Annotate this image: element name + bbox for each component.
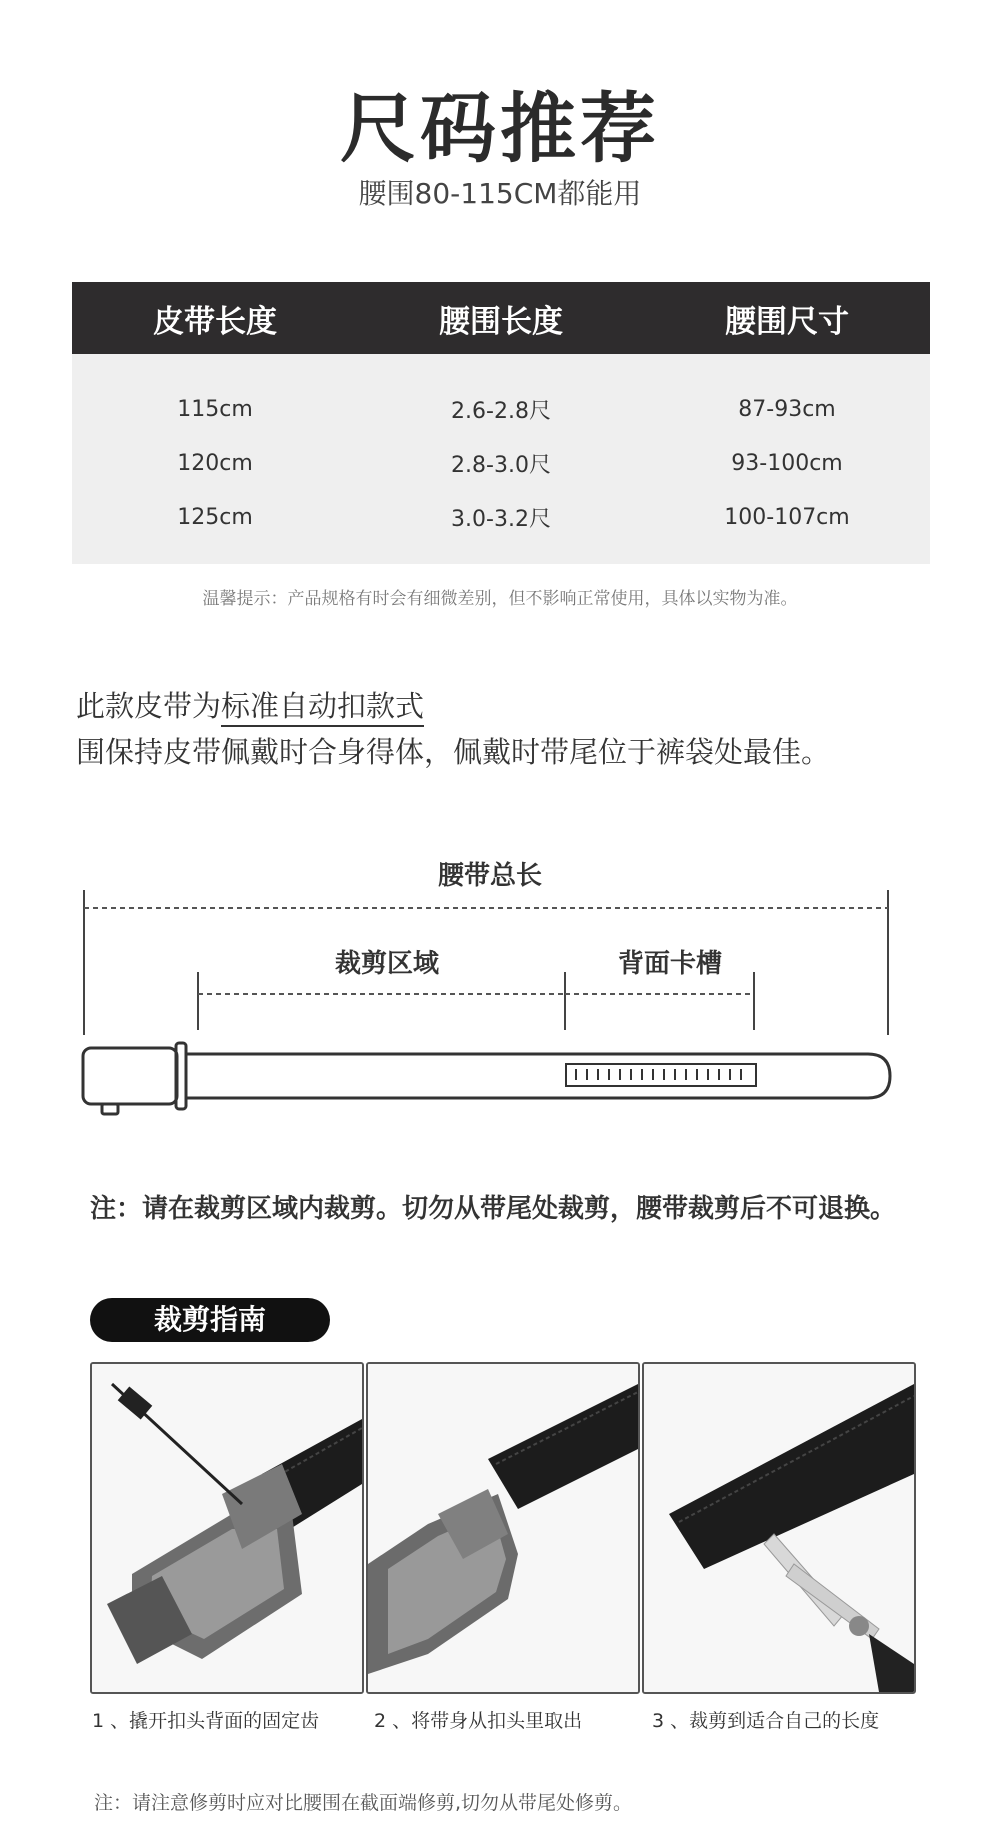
step-3-illustration [644,1364,914,1692]
table-cell: 100-107cm [724,504,850,530]
tip-text: 温馨提示：产品规格有时会有细微差别，但不影响正常使用，具体以实物为准。 [202,589,798,609]
description-prefix: 此款皮带为 [76,689,222,723]
step-1-photo [90,1362,364,1694]
step-3-photo [642,1362,916,1694]
table-row [72,382,930,436]
table-cell: 2.6-2.8尺 [451,398,551,424]
description-line-1 [76,684,424,725]
table-row [72,436,930,490]
step-2-photo [366,1362,640,1694]
page-subtitle: 腰围80-115CM都能用 [358,177,642,210]
step-1-caption: 1 、撬开扣头背面的固定齿 [92,1710,320,1732]
table-cell: 115cm [177,396,253,422]
guide-title: 裁剪指南 [90,1298,330,1342]
cut-area-label: 裁剪区域 [334,949,440,979]
step-1-illustration [92,1364,362,1692]
table-body [72,354,930,564]
table-cell: 120cm [177,450,253,476]
cutting-note: 注：请在裁剪区域内裁剪。切勿从带尾处裁剪，腰带裁剪后不可退换。 [90,1194,897,1224]
table-cell: 3.0-3.2尺 [451,506,551,532]
belt-strap [186,1054,890,1098]
description-line-2: 围保持皮带佩戴时合身得体，佩戴时带尾位于裤袋处最佳。 [76,735,831,769]
slot-area-label: 背面卡槽 [617,949,723,979]
table-cell: 125cm [177,504,253,530]
column-header-waist-size: 腰围尺寸 [725,303,849,340]
table-cell: 93-100cm [731,450,843,476]
belt-diagram [0,850,1000,1150]
table-row [72,490,930,544]
buckle-outline [83,1043,186,1114]
trimming-note: 注：请注意修剪时应对比腰围在截面端修剪,切勿从带尾处修剪。 [94,1792,633,1814]
total-length-label: 腰带总长 [437,861,543,891]
column-header-waist-length: 腰围长度 [439,303,563,340]
step-3-caption: 3 、裁剪到适合自己的长度 [652,1710,880,1732]
back-slot [566,1064,756,1086]
slot-teeth [576,1069,741,1080]
step-2-illustration [368,1364,638,1692]
table-header [72,282,930,354]
page-title: 尺码推荐 [340,84,660,173]
description-highlight: 标准自动扣款式 [221,689,424,727]
table-cell: 2.8-3.0尺 [451,452,551,478]
column-header-belt-length: 皮带长度 [153,303,277,340]
step-2-caption: 2 、将带身从扣头里取出 [374,1710,583,1732]
size-table [72,282,930,564]
table-cell: 87-93cm [738,396,836,422]
